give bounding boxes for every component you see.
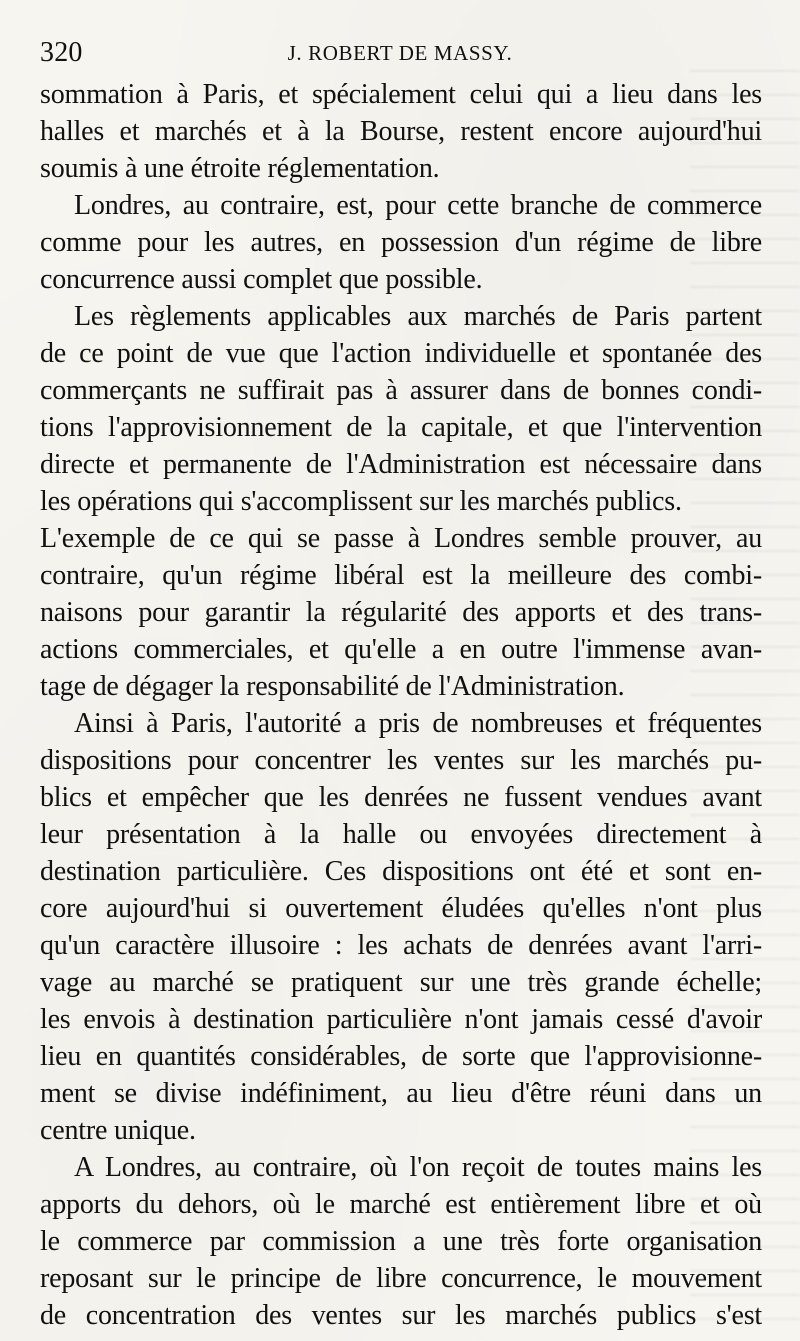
text-line: reposant sur le principe de libre concurrence, le mouvement [40, 1263, 762, 1294]
page-header [40, 36, 760, 70]
text-line: blics et empêcher que les denrées ne fussent vendues avant [40, 782, 762, 813]
text-line: halles et marchés et à la Bourse, restent encore aujourd'hui [40, 116, 762, 147]
text-line: de concentration des ventes sur les marchés publics s'est [40, 1300, 762, 1331]
text-line: directe et permanente de l'Administration est nécessaire dans [40, 449, 762, 480]
text-line: leur présentation à la halle ou envoyées directement à [40, 819, 762, 850]
text-line: apports du dehors, où le marché est entièrement libre et où [40, 1189, 762, 1220]
text-line: L'exemple de ce qui se passe à Londres semble prouver, au [40, 523, 762, 554]
text-line: Londres, au contraire, est, pour cette branche de commerce [74, 190, 762, 221]
text-line: soumis à une étroite réglementation. [40, 153, 440, 184]
text-line: sommation à Paris, et spécialement celui qui a lieu dans les [40, 79, 762, 110]
text-line: contraire, qu'un régime libéral est la meilleure des combi- [40, 560, 762, 591]
text-line: centre unique. [40, 1115, 196, 1146]
text-line: actions commerciales, et qu'elle a en outre l'immense avan- [40, 634, 762, 665]
text-line: qu'un caractère illusoire : les achats de denrées avant l'arri- [40, 930, 762, 961]
text-line: le commerce par commission a une très forte organisation [40, 1226, 762, 1257]
text-line: A Londres, au contraire, où l'on reçoit de toutes mains les [74, 1152, 762, 1183]
text-line: de ce point de vue que l'action individuelle et spontanée des [40, 338, 762, 369]
text-line: tage de dégager la responsabilité de l'Administration. [40, 671, 625, 702]
text-line: commerçants ne suffirait pas à assurer dans de bonnes condi- [40, 375, 762, 406]
text-line: les opérations qui s'accomplissent sur les marchés publics. [40, 486, 682, 517]
body-text [40, 76, 762, 1334]
text-line: vage au marché se pratiquent sur une très grande échelle; [40, 967, 762, 998]
text-line: ment se divise indéfiniment, au lieu d'être réuni dans un [40, 1078, 762, 1109]
text-line: Les règlements applicables aux marchés de Paris partent [74, 301, 762, 332]
text-line: lieu en quantités considérables, de sorte que l'approvisionne- [40, 1041, 762, 1072]
text-line: comme pour les autres, en possession d'un régime de libre [40, 227, 762, 258]
text-line: dispositions pour concentrer les ventes sur les marchés pu- [40, 745, 762, 776]
text-line: les envois à destination particulière n'ont jamais cessé d'avoir [40, 1004, 762, 1035]
page-number: 320 [40, 37, 83, 68]
text-line: core aujourd'hui si ouvertement éludées qu'elles n'ont plus [40, 893, 762, 924]
text-line: Ainsi à Paris, l'autorité a pris de nombreuses et fréquentes [74, 708, 762, 739]
text-line: destination particulière. Ces dispositions ont été et sont en- [40, 856, 762, 887]
text-line: naisons pour garantir la régularité des apports et des trans- [40, 597, 762, 628]
running-head: J. ROBERT DE MASSY. [287, 41, 513, 65]
text-line: tions l'approvisionnement de la capitale, et que l'intervention [40, 412, 762, 443]
text-line: concurrence aussi complet que possible. [40, 264, 483, 295]
